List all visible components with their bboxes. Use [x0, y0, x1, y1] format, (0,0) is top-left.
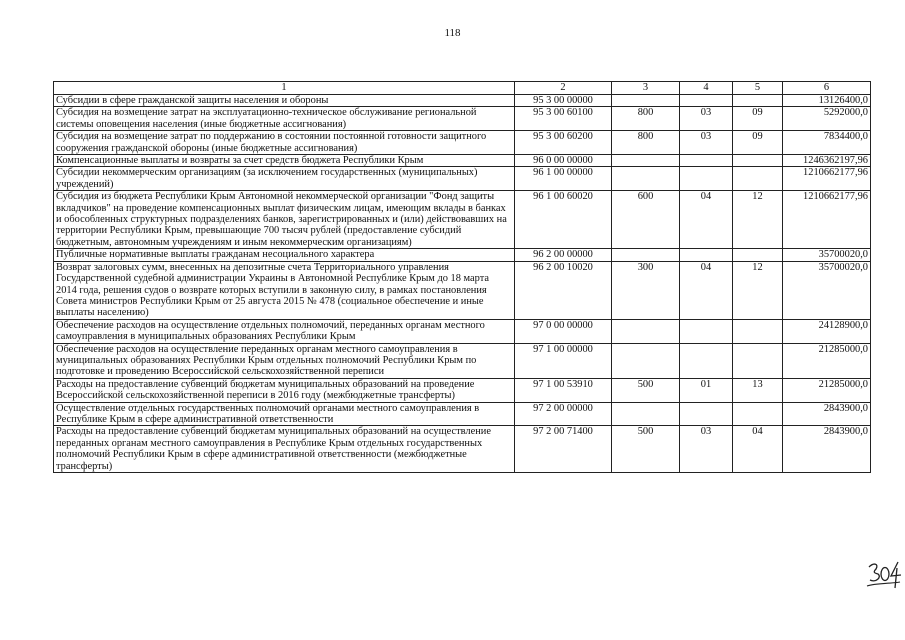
- row-name: Субсидия на возмещение затрат на эксплуатационно-техническое обслуживание региональной системы оповещения населения (иные бюджетные ассигнования): [54, 107, 515, 131]
- row-subsection: [733, 167, 783, 191]
- row-name: Субсидия на возмещение затрат по поддержанию в состоянии постоянной готовности защитного сооружения гражданской обороны (иные бюджетные ассигнования): [54, 131, 515, 155]
- row-amount: 13126400,0: [783, 95, 871, 107]
- table-row: [54, 343, 871, 378]
- handwritten-signature: [866, 558, 902, 592]
- row-amount: 24128900,0: [783, 319, 871, 343]
- row-code: 95 3 00 60100: [515, 107, 612, 131]
- header-col-6: 6: [783, 82, 871, 95]
- row-expense-type: [612, 95, 680, 107]
- row-expense-type: [612, 343, 680, 378]
- table-row: [54, 95, 871, 107]
- row-expense-type: [612, 155, 680, 167]
- row-section: [680, 249, 733, 261]
- table-row: [54, 261, 871, 319]
- row-amount: 7834400,0: [783, 131, 871, 155]
- row-expense-type: 800: [612, 107, 680, 131]
- header-col-5: 5: [733, 82, 783, 95]
- page-number: 118: [444, 27, 461, 39]
- row-section: [680, 155, 733, 167]
- header-col-2: 2: [515, 82, 612, 95]
- row-code: 97 0 00 00000: [515, 319, 612, 343]
- table-row: [54, 249, 871, 261]
- row-expense-type: 300: [612, 261, 680, 319]
- row-name: Субсидии в сфере гражданской защиты населения и обороны: [54, 95, 515, 107]
- row-expense-type: [612, 167, 680, 191]
- row-amount: 21285000,0: [783, 343, 871, 378]
- row-name: Субсидии некоммерческим организациям (за исключением государственных (муниципальных) учреждений): [54, 167, 515, 191]
- row-code: 96 0 00 00000: [515, 155, 612, 167]
- row-name: Расходы на предоставление субвенций бюджетам муниципальных образований на осуществление переданных органам местного самоуправления в Республике Крым отдельных государственных полномочий Республики Крым в сфере административной ответственности (межбюджетные трансферты): [54, 426, 515, 473]
- row-expense-type: [612, 249, 680, 261]
- row-name: Обеспечение расходов на осуществление отдельных полномочий, переданных органам местного самоуправления в муниципальных образованиях Республики Крым: [54, 319, 515, 343]
- table-row: [54, 107, 871, 131]
- table-row: [54, 191, 871, 249]
- table-body: [54, 95, 871, 473]
- row-section: 01: [680, 378, 733, 402]
- row-code: 96 1 00 00000: [515, 167, 612, 191]
- row-section: [680, 343, 733, 378]
- row-amount: 2843900,0: [783, 426, 871, 473]
- row-code: 97 2 00 71400: [515, 426, 612, 473]
- row-amount: 1246362197,96: [783, 155, 871, 167]
- row-name: Возврат залоговых сумм, внесенных на депозитные счета Территориального управления Государственной судебной администрации Украины в Автономной Республике Крым до 18 марта 2014 года, решения судов о возврате которых вступили в законную силу, в рамках постановления Совета министров Республики Крым от 25 августа 2015 № 478 (социальное обеспечение и иные выплаты населению): [54, 261, 515, 319]
- row-section: [680, 167, 733, 191]
- row-code: 96 2 00 10020: [515, 261, 612, 319]
- row-subsection: [733, 95, 783, 107]
- row-amount: 1210662177,96: [783, 167, 871, 191]
- row-name: Расходы на предоставление субвенций бюджетам муниципальных образований на проведение Всероссийской сельскохозяйственной переписи в 2016 году (межбюджетные трансферты): [54, 378, 515, 402]
- table-row: [54, 402, 871, 426]
- row-name: Обеспечение расходов на осуществление переданных органам местного самоуправления в муниципальных образованиях Республики Крым отдельных полномочий Республики Крым по подготовке и проведению Всероссийской сельскохозяйственной переписи: [54, 343, 515, 378]
- row-subsection: [733, 155, 783, 167]
- row-section: 04: [680, 261, 733, 319]
- row-expense-type: [612, 319, 680, 343]
- row-expense-type: 800: [612, 131, 680, 155]
- table-row: [54, 426, 871, 473]
- row-subsection: [733, 319, 783, 343]
- header-col-1: 1: [54, 82, 515, 95]
- row-amount: 21285000,0: [783, 378, 871, 402]
- row-code: 97 1 00 53910: [515, 378, 612, 402]
- row-expense-type: 600: [612, 191, 680, 249]
- row-name: Субсидия из бюджета Республики Крым Автономной некоммерческой организации "Фонд защиты вкладчиков" на проведение компенсационных выплат физическим лицам, имеющим вклады в банках и обособленных структурных подразделениях банков, зарегистрированных и (или) действовавших на территории Республики Крым, превышающие 700 тысяч рублей (предоставление субсидий бюджетным, автономным учреждениям и иным некоммерческим организациям): [54, 191, 515, 249]
- table-row: [54, 378, 871, 402]
- table-row: [54, 167, 871, 191]
- budget-table: [53, 81, 871, 473]
- row-section: [680, 95, 733, 107]
- row-code: 97 2 00 00000: [515, 402, 612, 426]
- row-subsection: 12: [733, 191, 783, 249]
- row-subsection: 09: [733, 107, 783, 131]
- row-subsection: 09: [733, 131, 783, 155]
- row-section: 03: [680, 107, 733, 131]
- row-subsection: 13: [733, 378, 783, 402]
- row-amount: 1210662177,96: [783, 191, 871, 249]
- header-col-3: 3: [612, 82, 680, 95]
- row-code: 97 1 00 00000: [515, 343, 612, 378]
- row-section: [680, 319, 733, 343]
- row-subsection: [733, 402, 783, 426]
- row-section: 03: [680, 131, 733, 155]
- row-amount: 2843900,0: [783, 402, 871, 426]
- table-row: [54, 131, 871, 155]
- row-subsection: 12: [733, 261, 783, 319]
- row-amount: 35700020,0: [783, 261, 871, 319]
- row-section: [680, 402, 733, 426]
- row-amount: 35700020,0: [783, 249, 871, 261]
- row-subsection: [733, 343, 783, 378]
- row-code: 95 3 00 00000: [515, 95, 612, 107]
- row-name: Осуществление отдельных государственных полномочий органами местного самоуправления в Республике Крым в сфере административной ответственности: [54, 402, 515, 426]
- header-row: [54, 82, 871, 95]
- row-code: 96 2 00 00000: [515, 249, 612, 261]
- row-subsection: 04: [733, 426, 783, 473]
- row-section: 03: [680, 426, 733, 473]
- row-amount: 5292000,0: [783, 107, 871, 131]
- table-row: [54, 155, 871, 167]
- row-expense-type: 500: [612, 378, 680, 402]
- row-code: 95 3 00 60200: [515, 131, 612, 155]
- row-expense-type: 500: [612, 426, 680, 473]
- row-name: Компенсационные выплаты и возвраты за счет средств бюджета Республики Крым: [54, 155, 515, 167]
- row-expense-type: [612, 402, 680, 426]
- row-code: 96 1 00 60020: [515, 191, 612, 249]
- row-name: Публичные нормативные выплаты гражданам несоциального характера: [54, 249, 515, 261]
- table-row: [54, 319, 871, 343]
- row-section: 04: [680, 191, 733, 249]
- row-subsection: [733, 249, 783, 261]
- header-col-4: 4: [680, 82, 733, 95]
